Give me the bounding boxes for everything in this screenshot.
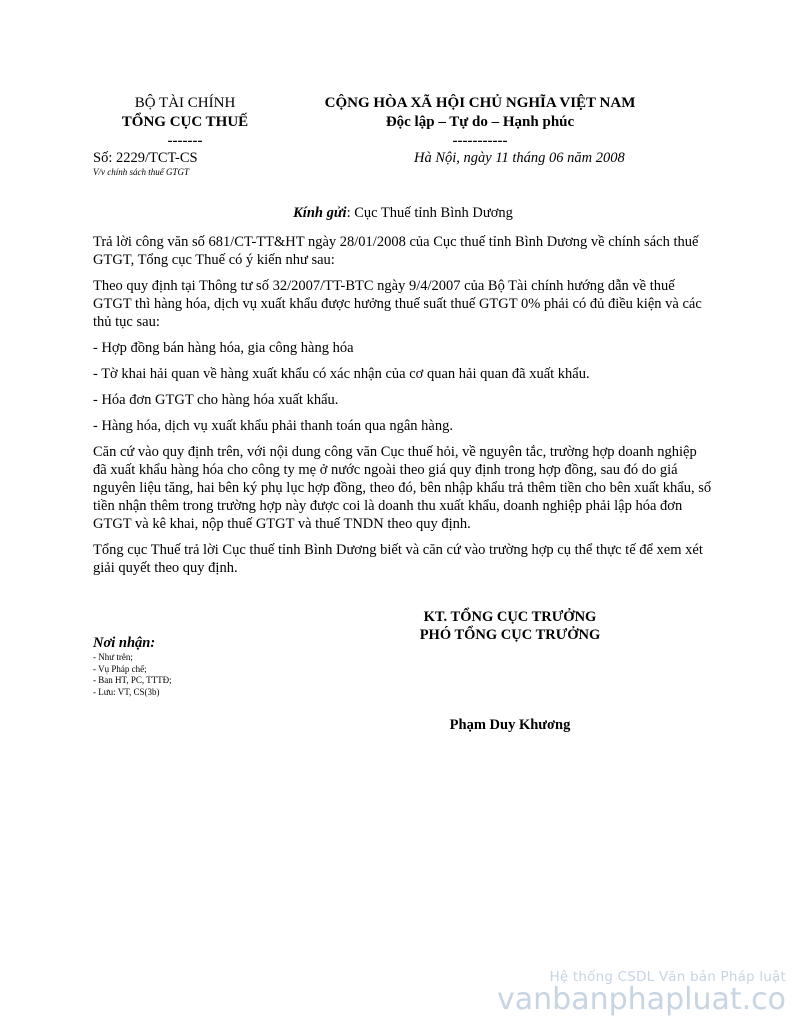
document-date: Hà Nội, ngày 11 tháng 06 năm 2008 bbox=[414, 150, 625, 166]
signer-title-block bbox=[380, 608, 640, 644]
body-list-item: - Hàng hóa, dịch vụ xuất khẩu phải thanh toán qua ngân hàng. bbox=[93, 418, 453, 434]
left-divider: ------- bbox=[167, 133, 203, 149]
national-motto-block bbox=[300, 94, 660, 151]
signer-name: Phạm Duy Khương bbox=[449, 717, 571, 733]
ministry-name: BỘ TÀI CHÍNH bbox=[134, 95, 236, 111]
recipient-item: - Ban HT, PC, TTTĐ; bbox=[93, 675, 172, 685]
issuing-agency-block bbox=[100, 94, 270, 151]
document-body bbox=[93, 233, 713, 585]
body-paragraph: Trả lời công văn số 681/CT-TT&HT ngày 28/01/2008 của Cục thuế tỉnh Bình Dương về chính sách thuế GTGT, Tổng cục Thuế có ý kiến như sau: bbox=[93, 234, 699, 268]
country-name: CỘNG HÒA XÃ HỘI CHỦ NGHĨA VIỆT NAM bbox=[324, 95, 636, 111]
body-paragraph: Theo quy định tại Thông tư số 32/2007/TT-BTC ngày 9/4/2007 của Bộ Tài chính hướng dẫn về thuế GTGT thì hàng hóa, dịch vụ xuất khẩu được hưởng thuế suất thuế GTGT 0% phải có đủ điều kiện và các thủ tục sau: bbox=[93, 278, 702, 330]
body-list-item: - Hóa đơn GTGT cho hàng hóa xuất khẩu. bbox=[93, 392, 339, 408]
motto: Độc lập – Tự do – Hạnh phúc bbox=[385, 114, 575, 130]
site-watermark bbox=[497, 969, 786, 1015]
right-divider: ----------- bbox=[452, 133, 508, 149]
recipients-list bbox=[93, 652, 172, 698]
recipient-item: - Như trên; bbox=[93, 652, 133, 662]
document-subject: V/v chính sách thuế GTGT bbox=[93, 167, 189, 177]
body-paragraph: Tổng cục Thuế trả lời Cục thuế tỉnh Bình Dương biết và căn cứ vào trường hợp cụ thể thực tế để xem xét giải quyết theo quy định. bbox=[93, 542, 703, 576]
department-name: TỔNG CỤC THUẾ bbox=[121, 114, 249, 130]
addressee-line bbox=[93, 205, 713, 222]
signer-title-1: KT. TỔNG CỤC TRƯỞNG bbox=[423, 609, 597, 625]
addressee-value: : Cục Thuế tỉnh Bình Dương bbox=[346, 205, 513, 221]
recipients-title: Nơi nhận: bbox=[93, 635, 156, 651]
recipient-item: - Vụ Pháp chế; bbox=[93, 663, 147, 674]
signer-title-2: PHÓ TỔNG CỤC TRƯỞNG bbox=[419, 627, 601, 643]
body-list-item: - Tờ khai hải quan về hàng xuất khẩu có xác nhận của cơ quan hải quan đã xuất khẩu. bbox=[93, 366, 590, 382]
body-paragraph: Căn cứ vào quy định trên, với nội dung công văn Cục thuế hỏi, về nguyên tắc, trường hợp doanh nghiệp đã xuất khẩu hàng hóa cho công ty mẹ ở nước ngoài theo giá quy định trong hợp đồng, sau đó do giá nguyên liệu tăng, hai bên ký phụ lục hợp đồng, theo đó, bên nhập khẩu trả thêm tiền cho bên xuất khẩu, số tiền nhận thêm trong trường hợp này được coi là doanh thu xuất khẩu, doanh nghiệp phải lập hóa đơn GTGT và kê khai, nộp thuế GTGT và thuế TNDN theo quy định. bbox=[93, 444, 712, 532]
addressee-label: Kính gửi bbox=[293, 205, 347, 221]
watermark-domain: vanbanphapluat.co bbox=[497, 982, 786, 1017]
body-list-item: - Hợp đồng bán hàng hóa, gia công hàng hóa bbox=[93, 340, 354, 356]
document-number: Số: 2229/TCT-CS bbox=[93, 150, 198, 166]
recipient-item: - Lưu: VT, CS(3b) bbox=[93, 686, 160, 697]
watermark-tagline: Hệ thống CSDL Văn bản Pháp luật bbox=[549, 969, 786, 985]
